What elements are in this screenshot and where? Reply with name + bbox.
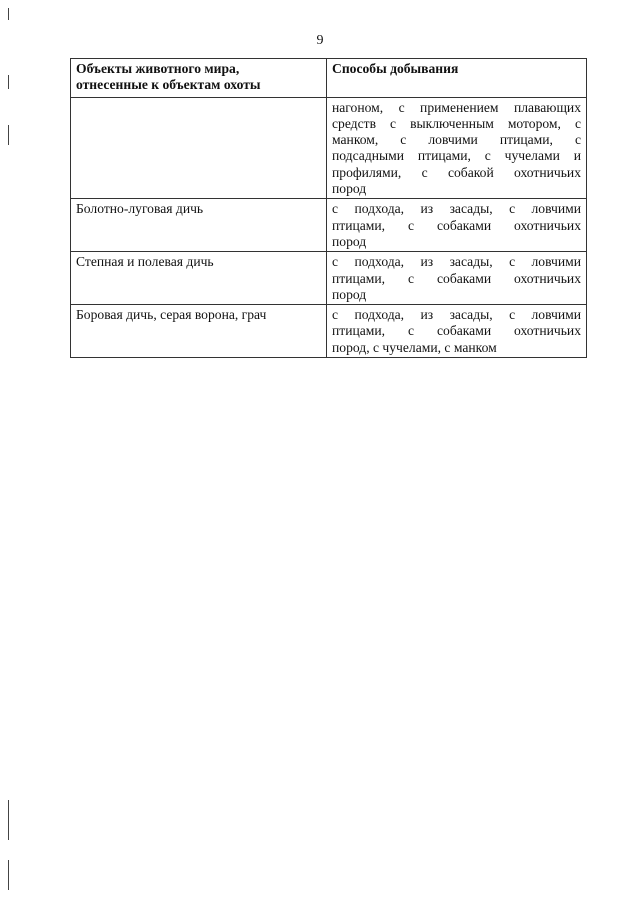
scan-edge-mark — [8, 125, 9, 145]
cell-object — [71, 97, 327, 199]
hunting-methods-table — [70, 58, 587, 358]
header-line: Способы добывания — [332, 61, 459, 76]
scan-edge-mark — [8, 800, 9, 840]
scan-edge-mark — [8, 8, 9, 20]
header-line: Объекты животного мира, — [76, 61, 240, 76]
method-line: манком, с ловчими птицами, с — [332, 132, 581, 148]
method-line: с подхода, из засады, с ловчими — [332, 201, 581, 217]
page-number: 9 — [316, 33, 324, 48]
header-line: отнесенные к объектам охоты — [76, 77, 261, 93]
header-methods — [327, 59, 587, 98]
method-line: подсадными птицами, с чучелами и — [332, 148, 581, 164]
method-line: нагоном, с применением плавающих — [332, 99, 581, 115]
method-line: с подхода, из засады, с ловчими — [332, 307, 581, 323]
cell-methods — [327, 305, 587, 358]
method-line: пород — [332, 286, 367, 302]
method-line: профилями, с собакой охотничьих — [332, 164, 581, 180]
method-line: птицами, с собаками охотничьих — [332, 323, 581, 339]
table-row — [71, 252, 587, 305]
method-line: птицами, с собаками охотничьих — [332, 217, 581, 233]
method-line: пород — [332, 233, 367, 249]
scan-edge-mark — [8, 860, 9, 890]
cell-object: Степная и полевая дичь — [71, 252, 327, 305]
cell-object: Болотно-луговая дичь — [71, 199, 327, 252]
method-line: пород, с чучелами, с манком — [332, 339, 497, 355]
table-header-row — [71, 59, 587, 98]
cell-methods — [327, 199, 587, 252]
table-row — [71, 97, 587, 199]
cell-methods — [327, 252, 587, 305]
header-objects — [71, 59, 327, 98]
scan-edge-mark — [8, 75, 9, 89]
cell-object: Боровая дичь, серая ворона, грач — [71, 305, 327, 358]
method-line: средств с выключенным мотором, с — [332, 115, 581, 131]
cell-methods — [327, 97, 587, 199]
method-line: пород — [332, 181, 367, 197]
table-row — [71, 199, 587, 252]
method-line: с подхода, из засады, с ловчими — [332, 254, 581, 270]
table-row — [71, 305, 587, 358]
method-line: птицами, с собаками охотничьих — [332, 270, 581, 286]
